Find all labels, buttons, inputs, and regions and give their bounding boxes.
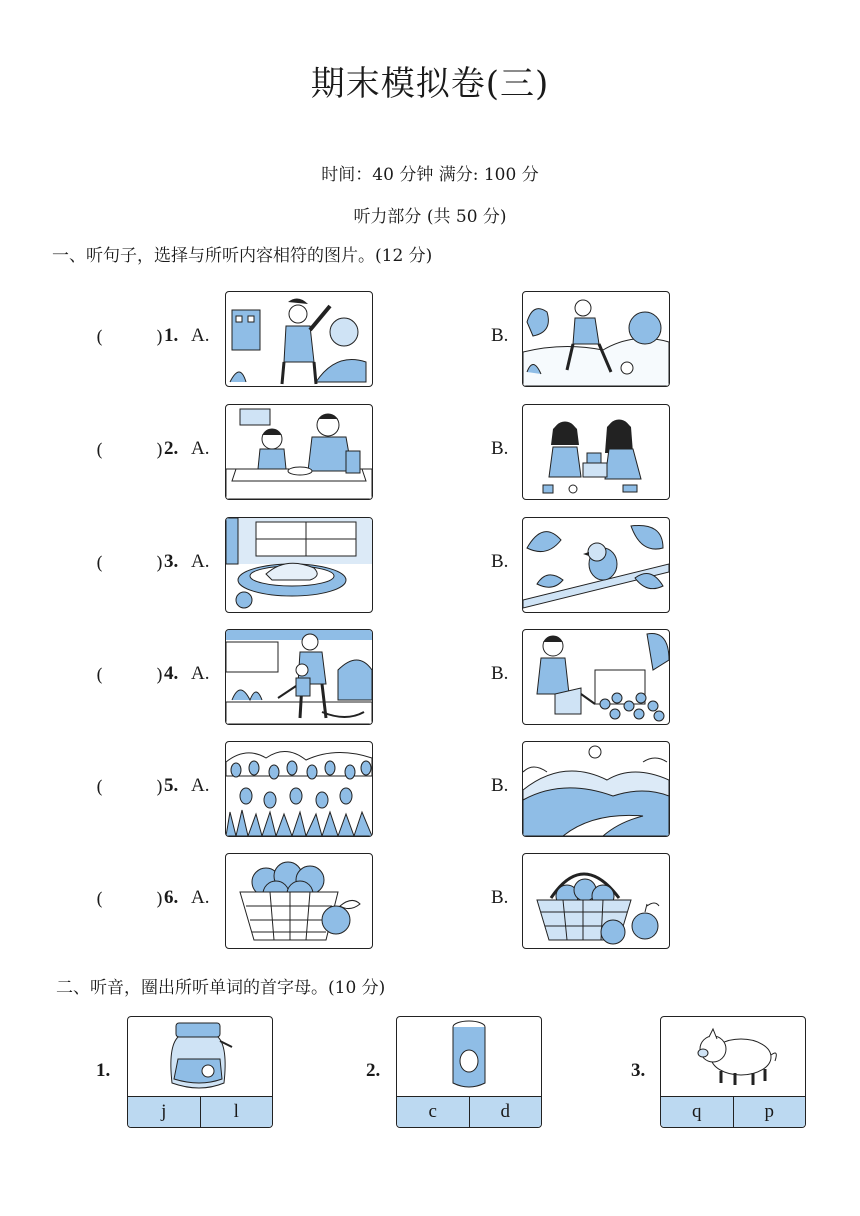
option-a-label: A. <box>191 551 210 572</box>
answer-paren-open[interactable]: ( <box>96 553 104 574</box>
answer-paren-close: ) <box>156 327 164 348</box>
basket-of-apples-picture[interactable] <box>522 853 670 949</box>
option-b-label: B. <box>491 663 509 684</box>
mountain-landscape-picture[interactable] <box>522 741 670 837</box>
option-a-label: A. <box>191 325 210 346</box>
answer-paren-open[interactable]: ( <box>96 665 104 686</box>
can-picture <box>397 1017 541 1097</box>
basket-of-oranges-picture[interactable] <box>225 853 373 949</box>
item-number: 1. <box>96 1060 111 1081</box>
letter-option[interactable]: d <box>500 1101 510 1122</box>
cat-sleeping-in-bed-picture[interactable] <box>225 517 373 613</box>
answer-paren-close: ) <box>156 440 164 461</box>
option-b-label: B. <box>491 551 509 572</box>
item-number: 3. <box>631 1060 646 1081</box>
question-row <box>0 741 860 837</box>
option-b-label: B. <box>491 887 509 908</box>
question-number: 3. <box>164 551 179 572</box>
letter-option[interactable]: j <box>128 1097 201 1127</box>
question-number: 4. <box>164 663 179 684</box>
letter-option[interactable]: q <box>661 1097 734 1127</box>
answer-paren-open[interactable]: ( <box>96 777 104 798</box>
can-card <box>396 1016 542 1128</box>
option-a-label: A. <box>191 663 210 684</box>
pig-picture <box>661 1017 805 1097</box>
watering-with-hose-picture[interactable] <box>225 629 373 725</box>
jam-jar-card <box>127 1016 273 1128</box>
bird-on-branch-picture[interactable] <box>522 517 670 613</box>
option-a-label: A. <box>191 438 210 459</box>
boy-jumping-picture[interactable] <box>522 291 670 387</box>
jam-jar-picture <box>128 1017 272 1097</box>
option-b-label: B. <box>491 325 509 346</box>
question-number: 2. <box>164 438 179 459</box>
question-row <box>0 629 860 725</box>
question-row <box>0 404 860 500</box>
letter-choices <box>661 1096 805 1127</box>
letter-option[interactable]: c <box>397 1097 470 1127</box>
exam-info: 时间：40 分钟 满分: 100 分 <box>321 165 539 185</box>
section2-instruction: 二、听音，圈出所听单词的首字母。(10 分) <box>56 978 386 998</box>
option-a-label: A. <box>191 887 210 908</box>
item-number: 2. <box>366 1060 381 1081</box>
question-number: 1. <box>164 325 179 346</box>
question-number: 5. <box>164 775 179 796</box>
answer-paren-open[interactable]: ( <box>96 440 104 461</box>
question-row <box>0 853 860 949</box>
answer-paren-open[interactable]: ( <box>96 889 104 910</box>
listening-header: 听力部分 (共 50 分) <box>353 207 507 227</box>
pig-card <box>660 1016 806 1128</box>
question-number: 6. <box>164 887 179 908</box>
option-b-label: B. <box>491 775 509 796</box>
answer-paren-close: ) <box>156 777 164 798</box>
option-b-label: B. <box>491 438 509 459</box>
letter-choices <box>128 1096 272 1127</box>
boy-waving-picture[interactable] <box>225 291 373 387</box>
answer-paren-open[interactable]: ( <box>96 327 104 348</box>
boy-watering-flowers-picture[interactable] <box>522 629 670 725</box>
section1-instruction: 一、听句子，选择与所听内容相符的图片。(12 分) <box>52 246 433 266</box>
option-a-label: A. <box>191 775 210 796</box>
family-dinner-picture[interactable] <box>225 404 373 500</box>
tulips-field-picture[interactable] <box>225 741 373 837</box>
answer-paren-close: ) <box>156 665 164 686</box>
letter-option[interactable]: p <box>764 1101 774 1122</box>
page-title: 期末模拟卷(三) <box>310 64 550 104</box>
answer-paren-close: ) <box>156 889 164 910</box>
question-row <box>0 517 860 613</box>
girls-playing-blocks-picture[interactable] <box>522 404 670 500</box>
answer-paren-close: ) <box>156 553 164 574</box>
letter-option[interactable]: l <box>233 1101 239 1122</box>
letter-choices <box>397 1096 541 1127</box>
question-row <box>0 291 860 387</box>
